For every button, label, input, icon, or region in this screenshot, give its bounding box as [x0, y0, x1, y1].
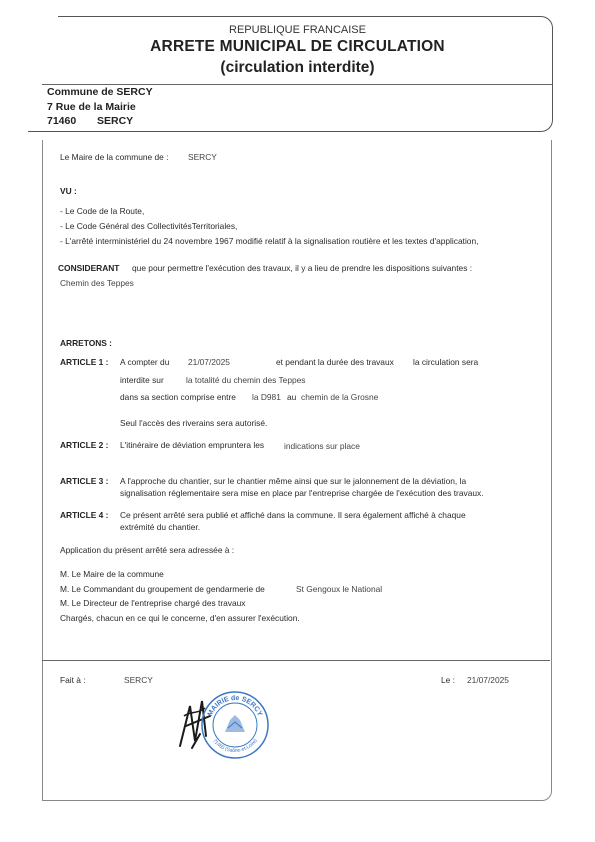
recipient-item: M. Le Commandant du groupement de gendarmerie de [60, 584, 265, 594]
mayor-commune-value: SERCY [188, 152, 217, 162]
vu-item: - Le Code de la Route, [60, 206, 145, 216]
svg-text:71460 (Saône-et-Loire) [211, 738, 259, 754]
article-1-label: ARTICLE 1 : [60, 357, 109, 367]
commune-city: SERCY [97, 115, 134, 127]
recipient-item: M. Le Maire de la commune [60, 569, 164, 579]
article-1-date: 21/07/2025 [188, 357, 230, 367]
article-1-middle: et pendant la durée des travaux [276, 357, 394, 367]
article-3-label: ARTICLE 3 : [60, 476, 109, 486]
commune-name: Commune de SERCY [47, 86, 153, 98]
article-1-line2-label: interdite sur [120, 375, 164, 385]
article-3-line1: A l'approche du chantier, sur le chantier même ainsi que sur le jalonnement de la déviation, la [120, 476, 467, 486]
article-1-start: A compter du [120, 357, 170, 367]
considerant-text: que pour permettre l'exécution des travaux, il y a lieu de prendre les dispositions suivantes : [132, 263, 473, 273]
date-value: 21/07/2025 [467, 675, 509, 685]
closing-text: Chargés, chacun en ce qui le concerne, d'en assurer l'exécution. [60, 613, 300, 623]
stamp-text-top: MAIRIE de SERCY [206, 694, 264, 718]
considerant-label: CONSIDERANT [58, 263, 120, 273]
stamp-text-bottom: 71460 (Saône-et-Loire) [211, 738, 259, 755]
article-1-end: la circulation sera [413, 357, 479, 367]
article-1-line3-value2: chemin de la Grosne [301, 392, 379, 402]
article-4-line1: Ce présent arrêté sera publié et affiché dans la commune. Il sera également affiché à chaque [120, 510, 466, 520]
article-4-line2: extrémité du chantier. [120, 522, 201, 532]
recipient-item: M. Le Directeur de l'entreprise chargé des travaux [60, 598, 246, 608]
article-1-line3-label: dans sa section comprise entre [120, 392, 236, 402]
article-1-line2-value: la totalité du chemin des Teppes [186, 375, 306, 385]
date-label: Le : [441, 675, 455, 685]
article-1-line4: Seul l'accès des riverains sera autorisé. [120, 418, 268, 428]
fait-label: Fait à : [60, 675, 86, 685]
document-title: ARRETE MUNICIPAL DE CIRCULATION [150, 38, 445, 55]
fait-value: SERCY [124, 675, 153, 685]
document-subtitle: (circulation interdite) [220, 59, 375, 76]
article-3-line2: signalisation réglementaire sera mise en place par l'entreprise chargée de l'exécution des travaux. [120, 488, 484, 498]
considerant-detail: Chemin des Teppes [60, 278, 134, 288]
article-2-label: ARTICLE 2 : [60, 440, 109, 450]
gendarmerie-value: St Gengoux le National [296, 584, 383, 594]
mairie-stamp [200, 690, 270, 760]
vu-heading: VU : [60, 186, 77, 196]
republic-label: REPUBLIQUE FRANCAISE [229, 24, 366, 36]
commune-postal-code: 71460 [47, 115, 77, 127]
article-2-value: indications sur place [284, 441, 360, 451]
mayor-label: Le Maire de la commune de : [60, 152, 169, 162]
footer-divider [42, 660, 550, 661]
header-divider [42, 84, 552, 85]
commune-street: 7 Rue de la Mairie [47, 101, 136, 113]
article-1-line3-value: la D981 [252, 392, 281, 402]
arretons-heading: ARRETONS : [60, 338, 112, 348]
vu-item: - L'arrêté interministériel du 24 novembre 1967 modifié relatif à la signalisation routière et les textes d'application, [60, 236, 479, 246]
application-intro: Application du présent arrêté sera adressée à : [60, 545, 235, 555]
vu-item: - Le Code Général des CollectivitésTerritoriales, [60, 221, 238, 231]
article-4-label: ARTICLE 4 : [60, 510, 109, 520]
article-1-line3-mid: au [287, 392, 297, 402]
article-2-text: L'itinéraire de déviation empruntera les [120, 440, 265, 450]
